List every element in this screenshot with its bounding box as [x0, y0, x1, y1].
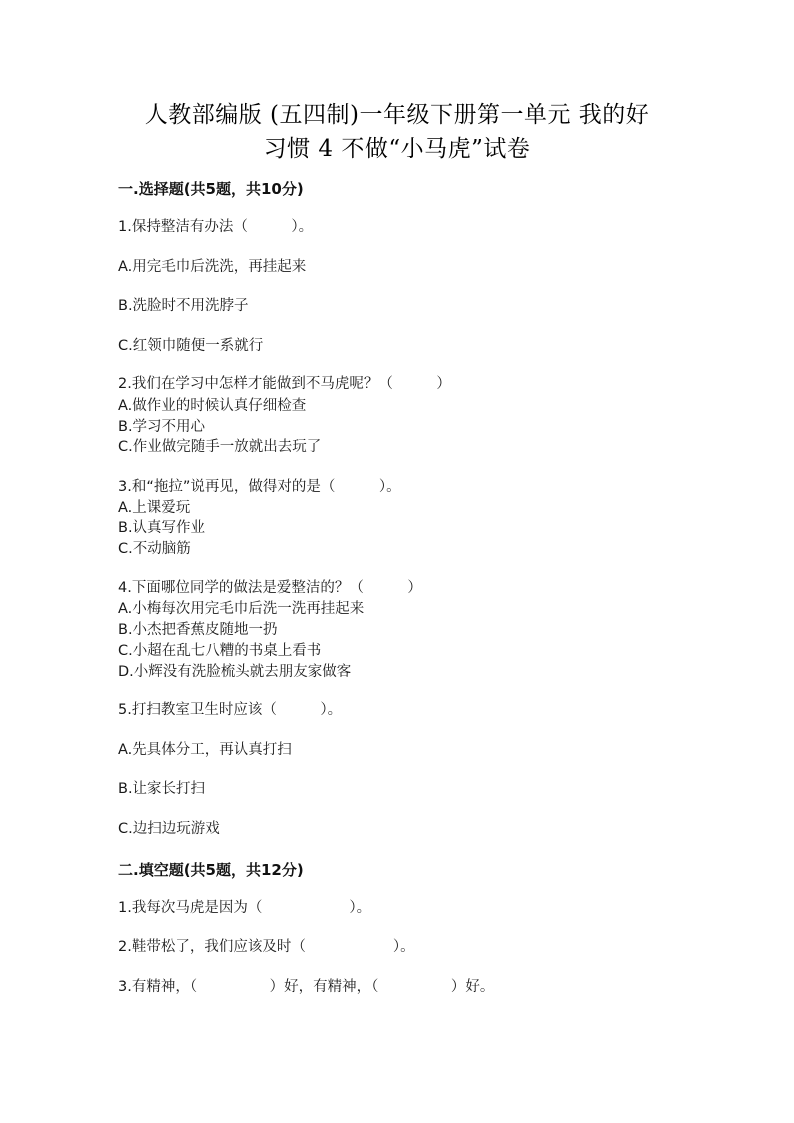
question-5-option-b: B.让家长打扫: [118, 781, 206, 797]
page-title-line-2: 习惯 4 不做“小马虎”试卷: [263, 136, 531, 162]
question-1-option-c: C.红领巾随便一系就行: [118, 338, 264, 354]
question-5-option-a: A.先具体分工，再认真打扫: [118, 742, 292, 758]
question-5-stem: 5.打扫教室卫生时应该（ ）。: [118, 702, 343, 718]
question-1-option-b: B.洗脸时不用洗脖子: [118, 298, 249, 314]
question-2-stem: 2.我们在学习中怎样才能做到不马虎呢？（ ）: [118, 376, 451, 392]
question-1-stem: 1.保持整洁有办法（ ）。: [118, 219, 314, 235]
fill-question-3: 3.有精神，（ ）好，有精神，（ ）好。: [118, 979, 495, 995]
question-5-option-c: C.边扫边玩游戏: [118, 821, 220, 837]
question-1-option-a: A.用完毛巾后洗洗，再挂起来: [118, 259, 307, 275]
question-3-stem: 3.和“拖拉”说再见，做得对的是（ ）。: [118, 479, 401, 495]
fill-question-1: 1.我每次马虎是因为（ ）。: [118, 900, 372, 916]
page-title-line-1: 人教部编版 (五四制)一年级下册第一单元 我的好: [144, 102, 650, 128]
fill-question-2: 2.鞋带松了，我们应该及时（ ）。: [118, 939, 415, 955]
question-3-option-c: C.不动脑筋: [118, 541, 191, 557]
question-4-stem: 4.下面哪位同学的做法是爱整洁的？（ ）: [118, 580, 422, 596]
question-4-option-b: B.小杰把香蕉皮随地一扔: [118, 622, 278, 638]
question-3-option-b: B.认真写作业: [118, 520, 206, 536]
question-4-option-d: D.小辉没有洗脸梳头就去朋友家做客: [118, 664, 352, 680]
section-heading-multiple-choice: 一.选择题(共5题，共10分): [118, 180, 304, 198]
question-4-option-a: A.小梅每次用完毛巾后洗一洗再挂起来: [118, 601, 365, 617]
section-heading-fill-in: 二.填空题(共5题，共12分): [118, 861, 304, 879]
question-2-option-b: B.学习不用心: [118, 419, 206, 435]
question-4-option-c: C.小超在乱七八糟的书桌上看书: [118, 643, 322, 659]
question-2-option-c: C.作业做完随手一放就出去玩了: [118, 439, 322, 455]
question-2-option-a: A.做作业的时候认真仔细检查: [118, 398, 307, 414]
question-3-option-a: A.上课爱玩: [118, 500, 191, 516]
